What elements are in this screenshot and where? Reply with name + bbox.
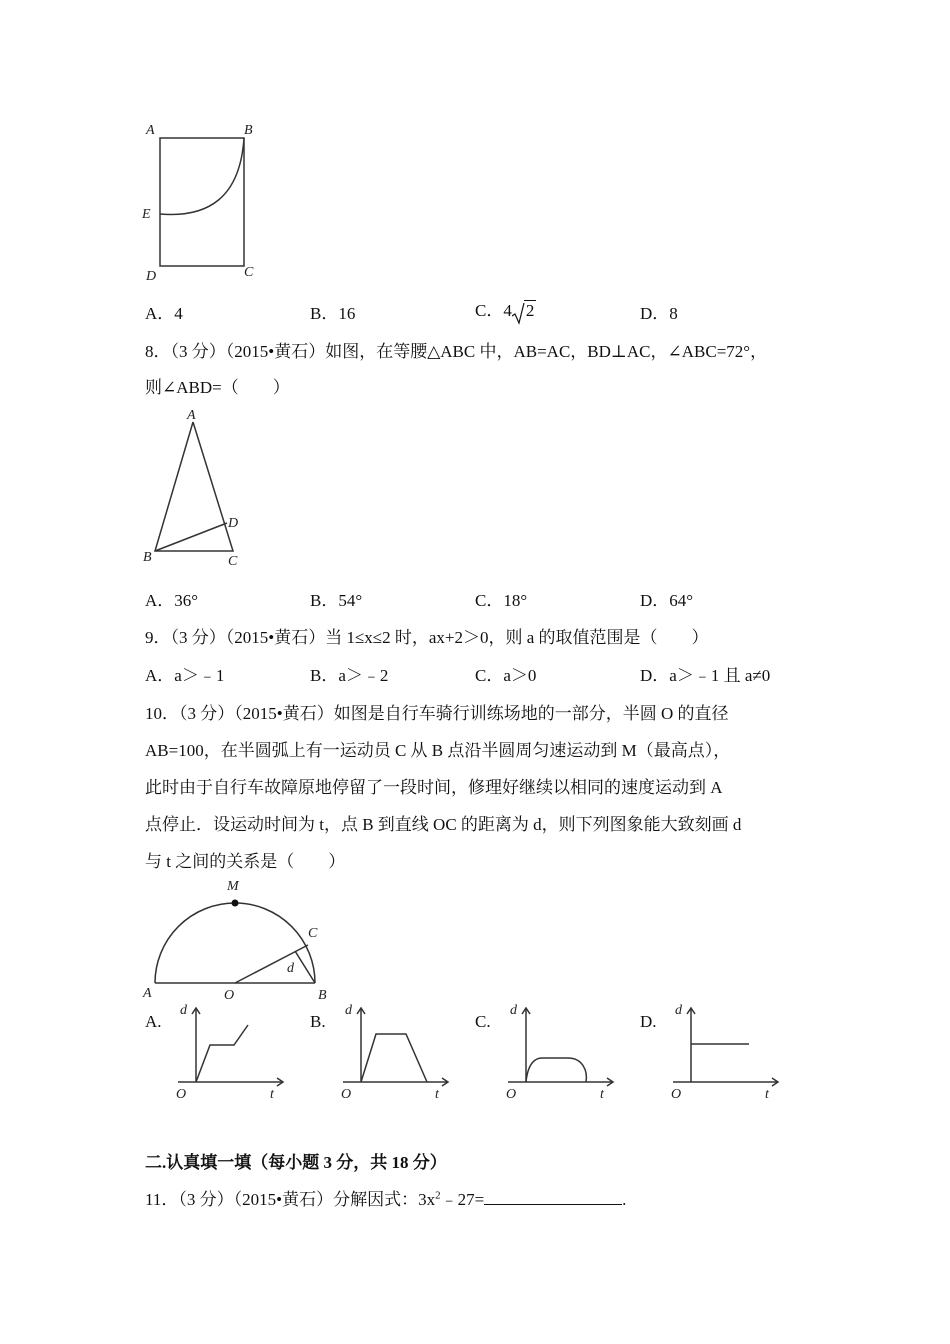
q10-label-a: A [143,986,152,1001]
q10-option-d[interactable]: D. [640,1012,657,1031]
q8-label-b: B [143,550,152,565]
q10-option-a[interactable]: A. [145,1012,162,1031]
q8-option-a[interactable]: A．36° [145,591,199,610]
q7-label-e: E [142,207,151,222]
q8-label-a: A [187,408,196,423]
q10-graph-c-label-o: O [506,1087,517,1102]
q10-graph-c[interactable] [498,1000,618,1102]
q10-label-b: B [318,988,327,1003]
q7-rectangle [160,138,244,266]
q7-arc [160,138,244,214]
q10-graph-b-label-t: t [435,1087,439,1102]
q7-label-a: A [146,123,155,138]
q7-label-b: B [244,123,253,138]
q8-stem-line2: 则∠ABD=（ ） [145,378,290,397]
q7-option-c[interactable] [475,296,536,321]
q10-stem-line3: 此时由于自行车故障原地停留了一段时间，修理好继续以相同的速度运动到 A [145,778,723,797]
q10-stem-line5: 与 t 之间的关系是（ ） [145,852,346,871]
q9-option-d[interactable]: D．a＞﹣1 且 a≠0 [640,666,771,685]
q7-option-d[interactable]: D．8 [640,304,678,323]
q10-label-d: d [287,961,294,976]
q11-stem-prefix: 11．（3 分）（2015•黄石）分解因式：3x [145,1190,436,1209]
q9-option-b[interactable]: B．a＞﹣2 [310,666,389,685]
q11-stem-end: . [622,1190,627,1209]
q9-option-c[interactable]: C．a＞0 [475,666,537,685]
q11-answer-blank[interactable] [484,1190,622,1205]
q7-label-d: D [146,269,157,283]
q8-label-c: C [228,554,238,569]
q10-graph-a-label-d: d [180,1003,187,1018]
q10-graph-a-curve [196,1025,248,1082]
section-2-title: 二.认真填一填（每小题 3 分，共 18 分） [145,1153,447,1172]
q10-graph-c-curve [526,1058,586,1082]
q8-stem-line1: 8．（3 分）（2015•黄石）如图，在等腰△ABC 中，AB=AC，BD⊥AC，∠ABC=72°， [145,342,768,361]
q10-graph-d-label-d: d [675,1003,682,1018]
q10-graph-b-label-o: O [341,1087,352,1102]
q8-triangle [155,422,233,551]
q10-point-m [232,900,239,907]
q7-option-a[interactable]: A．4 [145,304,183,323]
q10-stem-line1: 10．（3 分）（2015•黄石）如图是自行车骑行训练场地的一部分，半圆 O 的直径 [145,704,729,723]
q11-stem [145,1185,626,1210]
q8-segment-bd [155,523,227,551]
q10-segment-bd [295,951,315,983]
q10-figure [138,875,338,1003]
q11-exponent: 2 [435,1189,441,1202]
q10-label-m: M [227,879,239,894]
q10-label-c: C [308,926,318,941]
q10-graph-d-label-t: t [765,1087,769,1102]
q7-option-c-prefix: C．4 [475,301,512,320]
q10-label-o: O [224,988,235,1003]
q10-graph-a-label-o: O [176,1087,187,1102]
q7-sqrt [512,301,537,321]
q7-radicand: 2 [525,301,535,320]
q10-graph-b[interactable] [333,1000,453,1102]
q10-option-c[interactable]: C. [475,1012,491,1031]
q8-option-b[interactable]: B．54° [310,591,363,610]
q10-graph-d[interactable] [663,1000,783,1102]
q9-option-a[interactable]: A．a＞﹣1 [145,666,225,685]
q10-graph-c-label-d: d [510,1003,517,1018]
q8-option-d[interactable]: D．64° [640,591,694,610]
q10-graph-d-label-o: O [671,1087,682,1102]
q11-stem-mid: ﹣27= [440,1190,485,1209]
q9-stem: 9．（3 分）（2015•黄石）当 1≤x≤2 时，ax+2＞0，则 a 的取值范围是（ ） [145,628,709,647]
q10-stem-line4: 点停止．设运动时间为 t，点 B 到直线 OC 的距离为 d，则下列图象能大致刻画 d [145,815,742,834]
q10-option-b[interactable]: B. [310,1012,326,1031]
q7-figure [138,118,268,283]
q8-figure [138,405,258,575]
q8-option-c[interactable]: C．18° [475,591,528,610]
q10-graph-a-label-t: t [270,1087,274,1102]
q10-stem-line2: AB=100，在半圆弧上有一运动员 C 从 B 点沿半圆周匀速运动到 M（最高点）， [145,741,731,760]
q7-label-c: C [244,265,254,280]
q8-label-d: D [228,516,239,531]
q10-segment-oc [235,945,308,983]
q7-option-b[interactable]: B．16 [310,304,356,323]
q10-graph-c-label-t: t [600,1087,604,1102]
q10-graph-a[interactable] [168,1000,288,1102]
q10-graph-b-label-d: d [345,1003,352,1018]
q10-graph-b-curve [361,1034,427,1082]
